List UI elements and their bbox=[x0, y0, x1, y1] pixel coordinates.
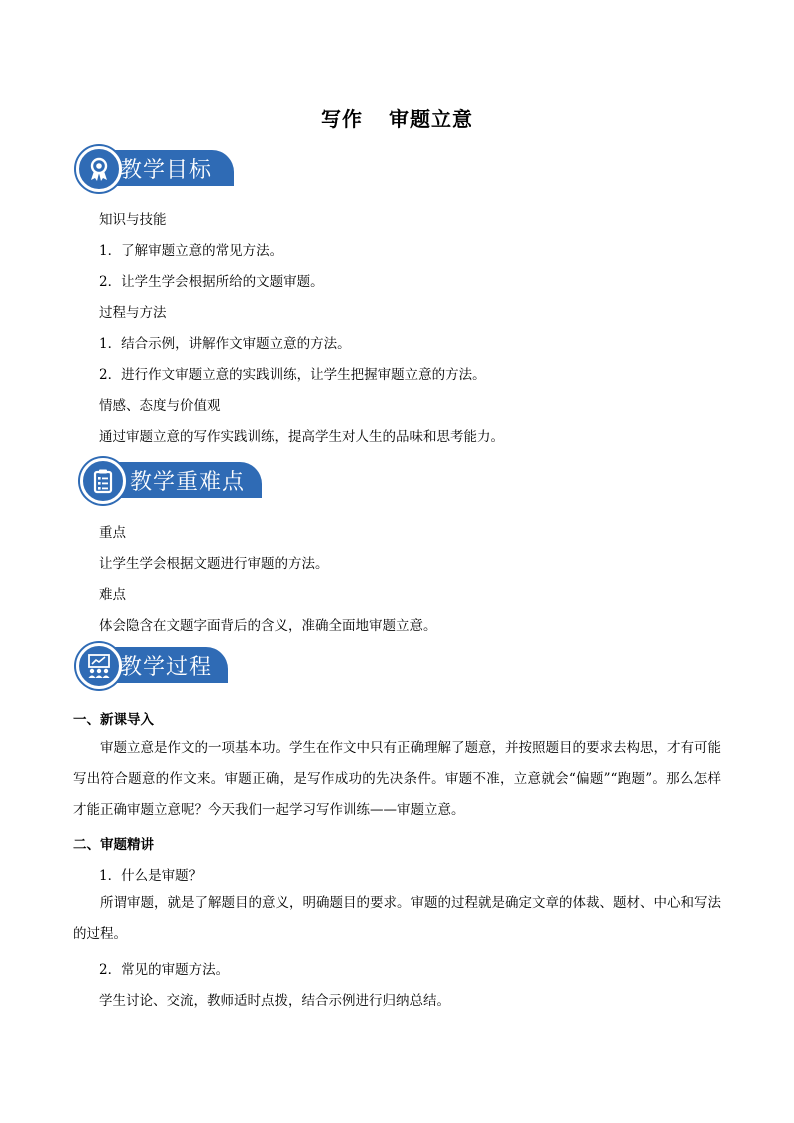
section-heading-process: 教学过程 bbox=[120, 655, 213, 680]
clipboard-checklist-icon bbox=[80, 458, 126, 504]
goal-line-3: 2．让学生学会根据所给的文题审题。 bbox=[99, 274, 324, 290]
section-banner-key-points bbox=[80, 458, 270, 502]
title-part-1: 写作 bbox=[321, 107, 363, 131]
question-1: 1．什么是审题？ bbox=[99, 868, 203, 884]
subheading-intro: 一、新课导入 bbox=[73, 712, 154, 728]
goal-line-5: 1．结合示例，讲解作文审题立意的方法。 bbox=[99, 336, 351, 352]
section-heading-key-points: 教学重难点 bbox=[130, 470, 246, 495]
goal-line-4: 过程与方法 bbox=[99, 305, 167, 321]
goal-line-7: 情感、态度与价值观 bbox=[99, 398, 221, 414]
key-line-2: 让学生学会根据文题进行审题的方法。 bbox=[99, 556, 329, 572]
goal-line-1: 知识与技能 bbox=[99, 212, 167, 228]
presentation-group-icon bbox=[76, 643, 122, 689]
subheading-analysis: 二、审题精讲 bbox=[73, 837, 154, 853]
key-line-1: 重点 bbox=[99, 525, 126, 541]
section-banner-goals bbox=[76, 146, 236, 190]
question-2: 2．常见的审题方法。 bbox=[99, 962, 230, 978]
intro-paragraph: 审题立意是作文的一项基本功。学生在作文中只有正确理解了题意，并按照题目的要求去构思，才有可能写出符合题意的作文来。审题正确，是写作成功的先决条件。审题不准，立意就会“偏题”“跑题”。那么怎样才能正确审题立意呢？今天我们一起学习写作训练——审题立意。 bbox=[73, 740, 721, 818]
page-title bbox=[0, 103, 794, 132]
goal-line-2: 1．了解审题立意的常见方法。 bbox=[99, 243, 284, 259]
title-part-2: 审题立意 bbox=[389, 107, 473, 131]
goal-line-8: 通过审题立意的写作实践训练，提高学生对人生的品味和思考能力。 bbox=[99, 429, 504, 445]
award-ribbon-icon bbox=[76, 146, 122, 192]
goal-line-6: 2．进行作文审题立意的实践训练，让学生把握审题立意的方法。 bbox=[99, 367, 486, 383]
section-heading-goals: 教学目标 bbox=[120, 158, 213, 183]
question-1-paragraph: 所谓审题，就是了解题目的意义，明确题目的要求。审题的过程就是确定文章的体裁、题材、中心和写法的过程。 bbox=[73, 895, 721, 942]
section-banner-process bbox=[76, 643, 236, 687]
question-2-paragraph: 学生讨论、交流，教师适时点拨，结合示例进行归纳总结。 bbox=[99, 993, 450, 1009]
key-line-3: 难点 bbox=[99, 587, 126, 603]
key-line-4: 体会隐含在文题字面背后的含义，准确全面地审题立意。 bbox=[99, 618, 437, 634]
